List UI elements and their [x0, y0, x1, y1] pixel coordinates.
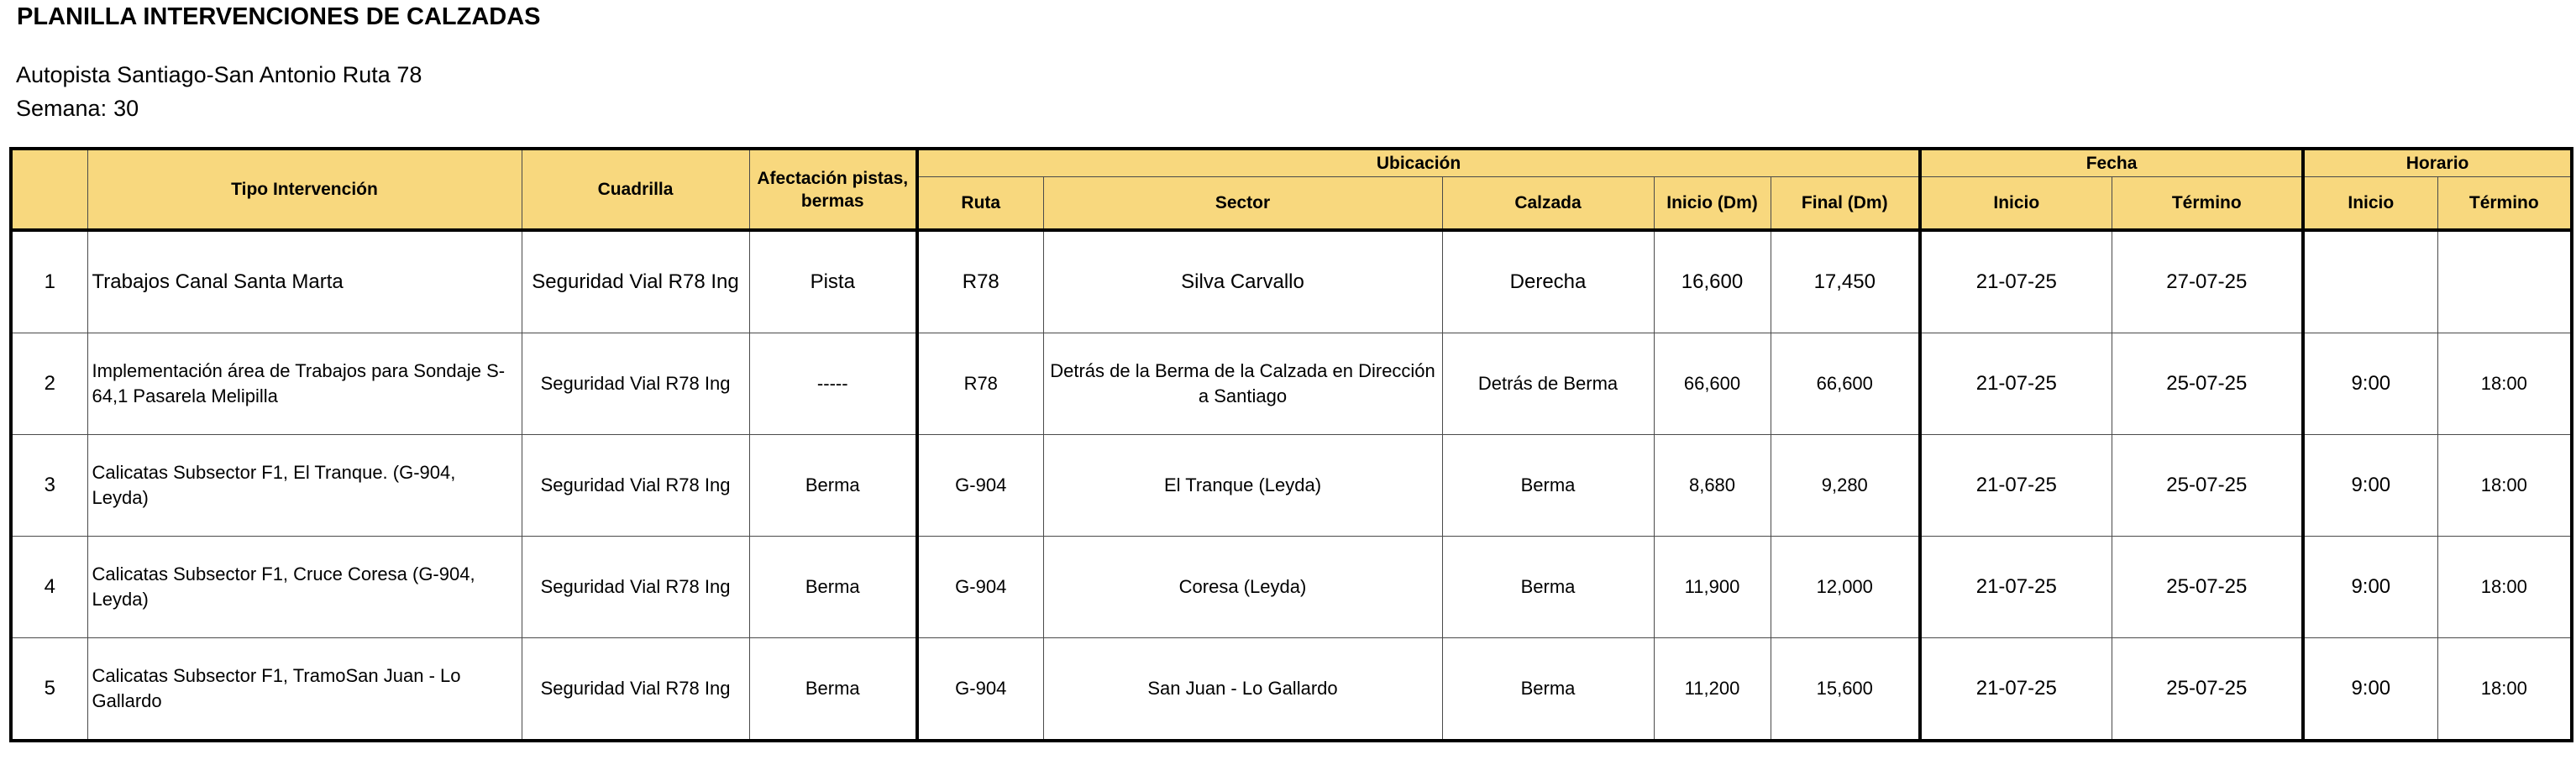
fecha-termino-cell: 25-07-25 — [2112, 435, 2303, 537]
row-number: 5 — [11, 638, 87, 742]
hora-termino-cell: 18:00 — [2437, 435, 2572, 537]
header-horario-termino: Término — [2437, 177, 2572, 231]
header-sector: Sector — [1043, 177, 1442, 231]
final-dm-cell: 15,600 — [1771, 638, 1920, 742]
tipo-intervencion-cell: Calicatas Subsector F1, Cruce Coresa (G-904, Leyda) — [87, 537, 522, 638]
final-dm-cell: 12,000 — [1771, 537, 1920, 638]
tipo-intervencion-cell: Calicatas Subsector F1, TramoSan Juan - Lo Gallardo — [87, 638, 522, 742]
row-number: 1 — [11, 230, 87, 333]
cuadrilla-cell: Seguridad Vial R78 Ing — [522, 333, 749, 435]
tipo-intervencion-cell: Calicatas Subsector F1, El Tranque. (G-904, Leyda) — [87, 435, 522, 537]
ruta-cell: G-904 — [917, 435, 1043, 537]
header-ubicacion-group: Ubicación — [917, 149, 1920, 177]
header-afectacion: Afectación pistas, bermas — [749, 149, 917, 230]
sector-cell: El Tranque (Leyda) — [1043, 435, 1442, 537]
table-row — [11, 230, 2572, 333]
header-calzada: Calzada — [1442, 177, 1654, 231]
afectacion-cell: ----- — [749, 333, 917, 435]
inicio-dm-cell: 8,680 — [1654, 435, 1771, 537]
header-tipo: Tipo Intervención — [87, 149, 522, 230]
afectacion-cell: Berma — [749, 638, 917, 742]
sector-cell: Silva Carvallo — [1043, 230, 1442, 333]
hora-termino-cell — [2437, 230, 2572, 333]
header-final-dm: Final (Dm) — [1771, 177, 1920, 231]
header-fecha-group: Fecha — [1920, 149, 2303, 177]
table-row — [11, 333, 2572, 435]
header-fecha-termino: Término — [2112, 177, 2303, 231]
afectacion-cell: Pista — [749, 230, 917, 333]
ruta-cell: G-904 — [917, 537, 1043, 638]
afectacion-cell: Berma — [749, 435, 917, 537]
week-info — [16, 96, 139, 122]
hora-inicio-cell: 9:00 — [2303, 638, 2437, 742]
inicio-dm-cell: 11,200 — [1654, 638, 1771, 742]
table-row — [11, 435, 2572, 537]
week-value: 30 — [113, 96, 139, 121]
hora-inicio-cell: 9:00 — [2303, 333, 2437, 435]
final-dm-cell: 17,450 — [1771, 230, 1920, 333]
afectacion-cell: Berma — [749, 537, 917, 638]
fecha-termino-cell: 25-07-25 — [2112, 638, 2303, 742]
highway-name: Autopista Santiago-San Antonio Ruta 78 — [16, 62, 422, 87]
cuadrilla-cell: Seguridad Vial R78 Ing — [522, 435, 749, 537]
calzada-cell: Berma — [1442, 435, 1654, 537]
row-number: 2 — [11, 333, 87, 435]
sector-cell: Coresa (Leyda) — [1043, 537, 1442, 638]
header-inicio-dm: Inicio (Dm) — [1654, 177, 1771, 231]
final-dm-cell: 9,280 — [1771, 435, 1920, 537]
header-fecha-inicio: Inicio — [1920, 177, 2112, 231]
hora-inicio-cell — [2303, 230, 2437, 333]
fecha-termino-cell: 25-07-25 — [2112, 537, 2303, 638]
hora-termino-cell: 18:00 — [2437, 333, 2572, 435]
fecha-inicio-cell: 21-07-25 — [1920, 230, 2112, 333]
ruta-cell: R78 — [917, 333, 1043, 435]
inicio-dm-cell: 11,900 — [1654, 537, 1771, 638]
fecha-inicio-cell: 21-07-25 — [1920, 435, 2112, 537]
hora-termino-cell: 18:00 — [2437, 537, 2572, 638]
row-number: 4 — [11, 537, 87, 638]
calzada-cell: Berma — [1442, 638, 1654, 742]
fecha-termino-cell: 27-07-25 — [2112, 230, 2303, 333]
cuadrilla-cell: Seguridad Vial R78 Ing — [522, 230, 749, 333]
cuadrilla-cell: Seguridad Vial R78 Ing — [522, 638, 749, 742]
table-body — [11, 230, 2572, 741]
inicio-dm-cell: 16,600 — [1654, 230, 1771, 333]
sector-cell: San Juan - Lo Gallardo — [1043, 638, 1442, 742]
week-label: Semana: — [16, 96, 108, 121]
calzada-cell: Derecha — [1442, 230, 1654, 333]
table-row — [11, 638, 2572, 742]
ruta-cell: G-904 — [917, 638, 1043, 742]
fecha-inicio-cell: 21-07-25 — [1920, 333, 2112, 435]
table-row — [11, 537, 2572, 638]
row-number: 3 — [11, 435, 87, 537]
header-number — [11, 149, 87, 230]
hora-inicio-cell: 9:00 — [2303, 435, 2437, 537]
sector-cell: Detrás de la Berma de la Calzada en Dirección a Santiago — [1043, 333, 1442, 435]
interventions-table — [9, 147, 2573, 742]
header-ruta: Ruta — [917, 177, 1043, 231]
page-title: PLANILLA INTERVENCIONES DE CALZADAS — [17, 3, 541, 30]
fecha-termino-cell: 25-07-25 — [2112, 333, 2303, 435]
tipo-intervencion-cell: Implementación área de Trabajos para Sondaje S-64,1 Pasarela Melipilla — [87, 333, 522, 435]
hora-termino-cell: 18:00 — [2437, 638, 2572, 742]
cuadrilla-cell: Seguridad Vial R78 Ing — [522, 537, 749, 638]
hora-inicio-cell: 9:00 — [2303, 537, 2437, 638]
header-horario-group: Horario — [2303, 149, 2572, 177]
header-cuadrilla: Cuadrilla — [522, 149, 749, 230]
inicio-dm-cell: 66,600 — [1654, 333, 1771, 435]
tipo-intervencion-cell: Trabajos Canal Santa Marta — [87, 230, 522, 333]
fecha-inicio-cell: 21-07-25 — [1920, 638, 2112, 742]
ruta-cell: R78 — [917, 230, 1043, 333]
fecha-inicio-cell: 21-07-25 — [1920, 537, 2112, 638]
final-dm-cell: 66,600 — [1771, 333, 1920, 435]
header-horario-inicio: Inicio — [2303, 177, 2437, 231]
table-header — [11, 149, 2572, 230]
calzada-cell: Detrás de Berma — [1442, 333, 1654, 435]
calzada-cell: Berma — [1442, 537, 1654, 638]
